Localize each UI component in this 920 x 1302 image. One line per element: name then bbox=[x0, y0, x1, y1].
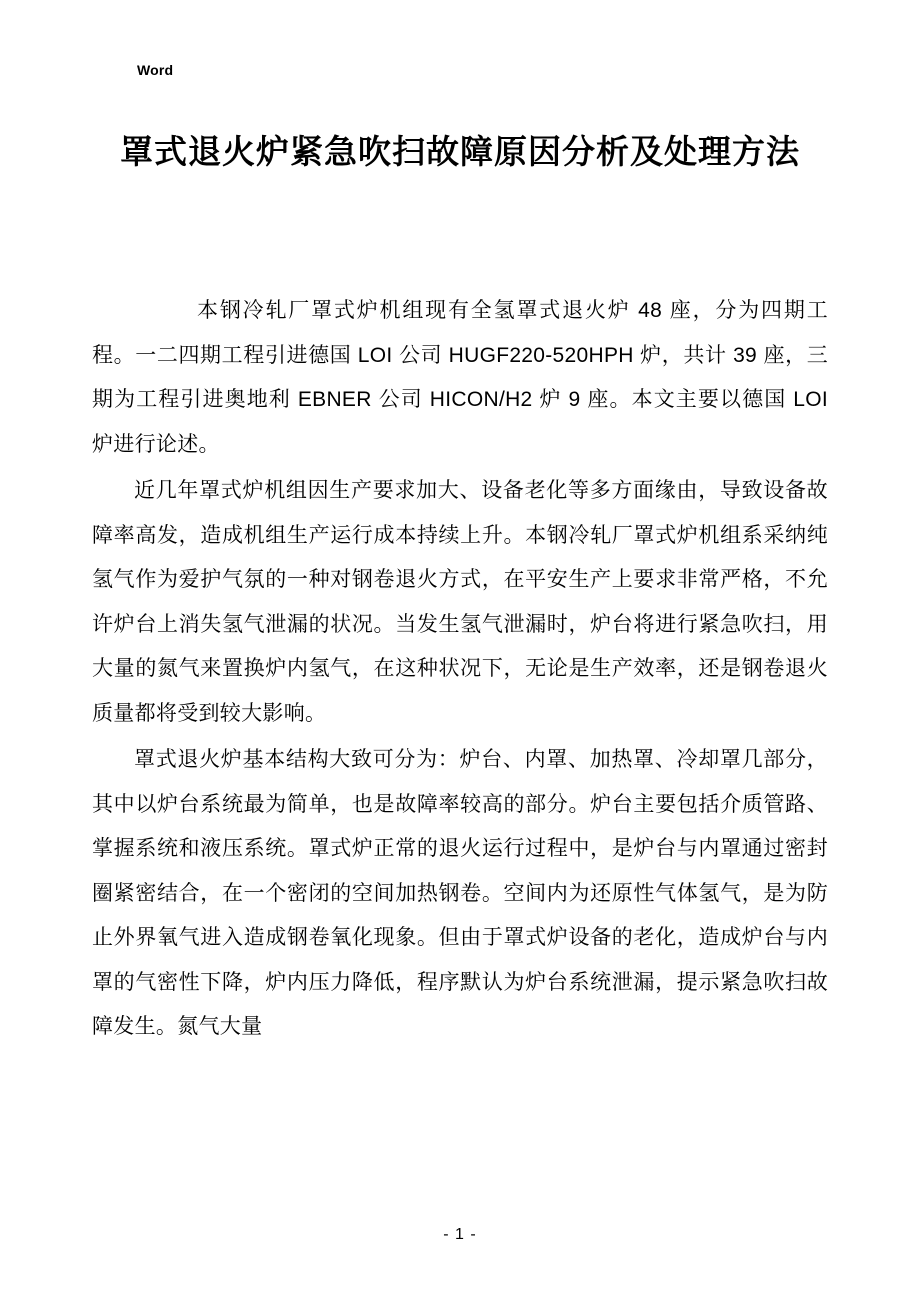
document-body bbox=[92, 289, 828, 1050]
paragraph-3: 罩式退火炉基本结构大致可分为：炉台、内罩、加热罩、冷却罩几部分，其中以炉台系统最为简单，也是故障率较高的部分。炉台主要包括介质管路、掌握系统和液压系统。罩式炉正常的退火运行过程中，是炉台与内罩通过密封圈紧密结合，在一个密闭的空间加热钢卷。空间内为还原性气体氢气，是为防止外界氧气进入造成钢卷氧化现象。但由于罩式炉设备的老化，造成炉台与内罩的气密性下降，炉内压力降低，程序默认为炉台系统泄漏，提示紧急吹扫故障发生。氮气大量 bbox=[92, 748, 828, 1039]
paragraph-2: 近几年罩式炉机组因生产要求加大、设备老化等多方面缘由，导致设备故障率高发，造成机组生产运行成本持续上升。本钢冷轧厂罩式炉机组系采纳纯氢气作为爱护气氛的一种对钢卷退火方式，在平安生产上要求非常严格，不允许炉台上消失氢气泄漏的状况。当发生氢气泄漏时，炉台将进行紧急吹扫，用大量的氮气来置换炉内氢气，在这种状况下，无论是生产效率，还是钢卷退火质量都将受到较大影响。 bbox=[92, 479, 828, 725]
header-label: Word bbox=[137, 62, 174, 78]
page-number: - 1 - bbox=[443, 1226, 477, 1243]
page-title: 罩式退火炉紧急吹扫故障原因分析及处理方法 bbox=[120, 133, 800, 170]
paragraph-1: 本钢冷轧厂罩式炉机组现有全氢罩式退火炉 48 座，分为四期工程。一二四期工程引进德国 LOI 公司 HUGF220-520HPH 炉，共计 39 座，三期为工程引进奥地利 EBNER 公司 HICON/H2 炉 9 座。本文主要以德国 LOI 炉进行论述。 bbox=[92, 299, 828, 456]
